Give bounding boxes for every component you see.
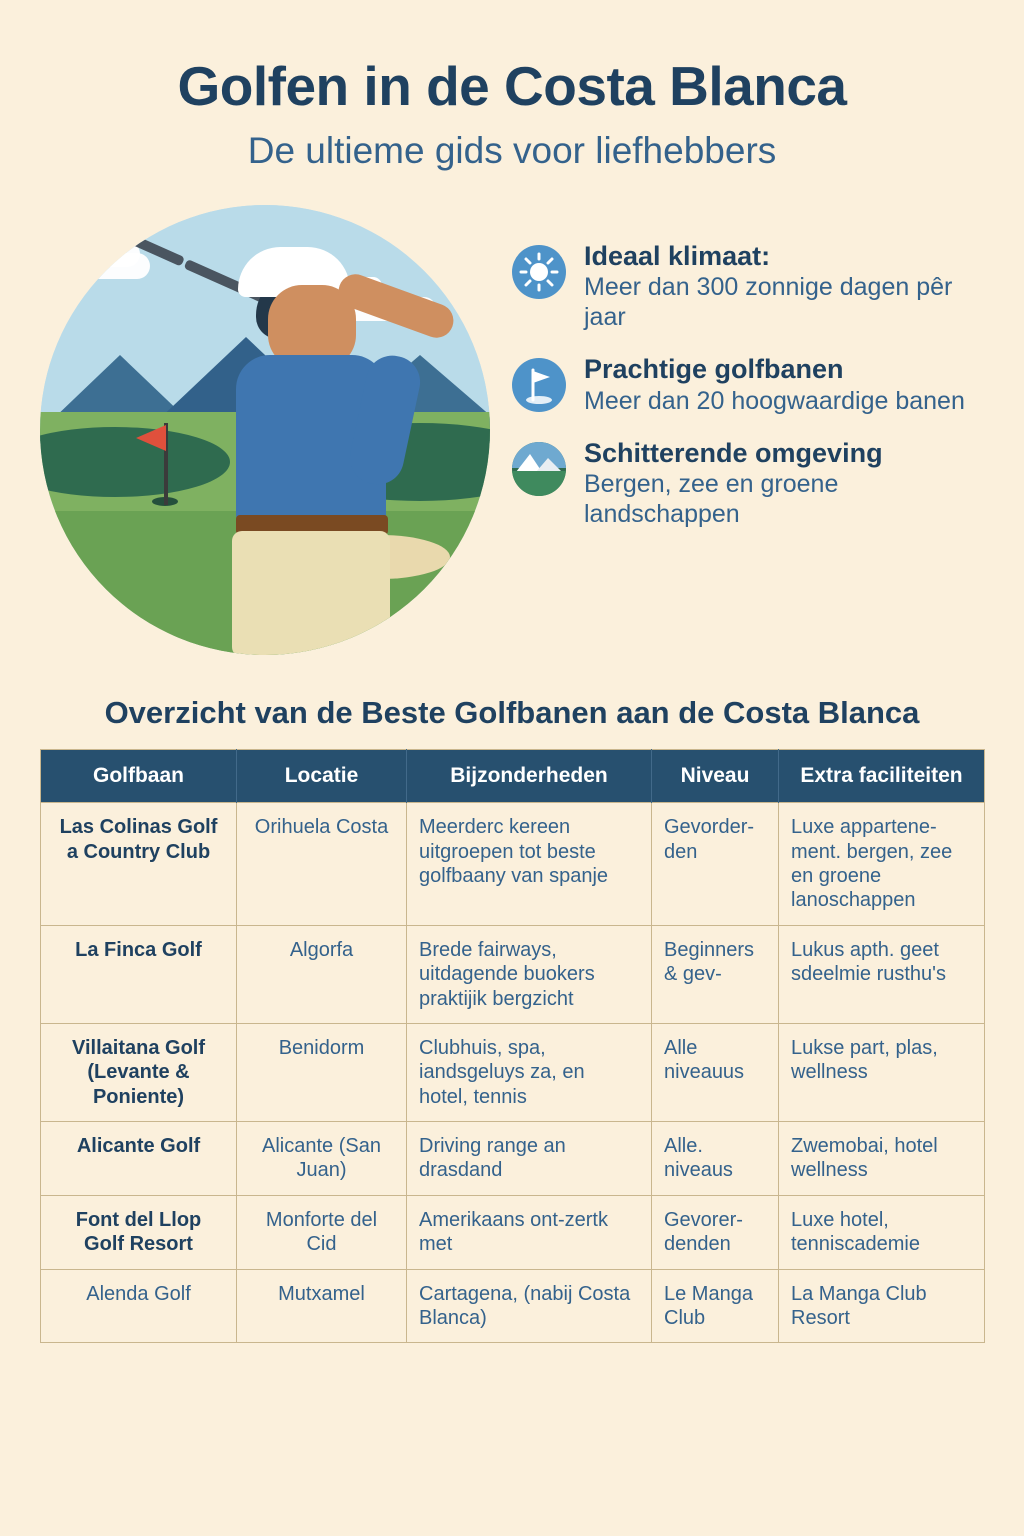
hero-section — [40, 205, 984, 655]
red-flag — [136, 425, 166, 451]
table-row — [41, 1195, 985, 1269]
cell-level: Gevorer-denden — [652, 1195, 779, 1269]
feature-item-scenery — [512, 438, 984, 529]
cell-location: Benidorm — [237, 1023, 407, 1121]
golfer-pants — [232, 531, 390, 655]
cell-level: Beginners & gev- — [652, 925, 779, 1023]
sun-icon — [512, 245, 566, 299]
cell-level: Alle. niveaus — [652, 1122, 779, 1196]
cell-details: Amerikaans ont-zertk met — [407, 1195, 652, 1269]
table-body — [41, 803, 985, 1343]
column-header-golfbaan: Golfbaan — [41, 750, 237, 803]
page-subtitle: De ultieme gids voor liefhebbers — [247, 129, 777, 171]
cell-location: Mutxamel — [237, 1269, 407, 1343]
cell-course-name: Alenda Golf — [41, 1269, 237, 1343]
cell-location: Monforte del Cid — [237, 1195, 407, 1269]
column-header-extra: Extra faciliteiten — [779, 750, 985, 803]
golfer-illustration — [40, 205, 490, 655]
cell-details: Driving range an drasdand — [407, 1122, 652, 1196]
feature-description: Meer dan 300 zonnige dagen pêr jaar — [584, 273, 953, 331]
feature-title: Ideaal klimaat: — [584, 241, 771, 272]
feature-item-climate — [512, 241, 984, 332]
golf-courses-table — [40, 749, 985, 1343]
table-header-row — [41, 750, 985, 803]
cell-details: Cartagena, (nabij Costa Blanca) — [407, 1269, 652, 1343]
cell-course-name: Las Colinas Golf a Country Club — [41, 803, 237, 926]
illustration-circle — [40, 205, 490, 655]
feature-text — [584, 354, 984, 416]
page-title: Golfen in de Costa Blanca — [177, 55, 847, 117]
cell-course-name: Alicante Golf — [41, 1122, 237, 1196]
cell-extras: Luxe appartene-ment. bergen, zee en groene lanoschappen — [779, 803, 985, 926]
feature-text — [584, 241, 984, 332]
table-row — [41, 1122, 985, 1196]
column-header-niveau: Niveau — [652, 750, 779, 803]
cell-extras: La Manga Club Resort — [779, 1269, 985, 1343]
feature-title: Prachtige golfbanen — [584, 354, 844, 385]
feature-description: Bergen, zee en groene landschappen — [584, 470, 839, 528]
cell-level: Gevorder-den — [652, 803, 779, 926]
cell-extras: Lukse part, plas, wellness — [779, 1023, 985, 1121]
cell-extras: Zwemobai, hotel wellness — [779, 1122, 985, 1196]
cell-extras: Lukus apth. geet sdeelmie rusthu's — [779, 925, 985, 1023]
table-row — [41, 925, 985, 1023]
cell-level: Le Manga Club — [652, 1269, 779, 1343]
feature-text — [584, 438, 984, 529]
cell-level: Alle niveauus — [652, 1023, 779, 1121]
header — [40, 0, 984, 171]
column-header-locatie: Locatie — [237, 750, 407, 803]
feature-title: Schitterende omgeving — [584, 438, 883, 469]
cell-extras: Luxe hotel, tenniscademie — [779, 1195, 985, 1269]
cell-details: Brede fairways, uitdagende buokers praktijik bergzicht — [407, 925, 652, 1023]
table-row — [41, 803, 985, 926]
cell-location: Algorfa — [237, 925, 407, 1023]
golf-club-head — [58, 227, 98, 253]
cell-course-name: Font del Llop Golf Resort — [41, 1195, 237, 1269]
table-head — [41, 750, 985, 803]
table-row — [41, 1269, 985, 1343]
cell-course-name: Villaitana Golf (Levante & Poniente) — [41, 1023, 237, 1121]
feature-description: Meer dan 20 hoogwaardige banen — [584, 386, 965, 415]
cell-course-name: La Finca Golf — [41, 925, 237, 1023]
column-header-bijzonderheden: Bijzonderheden — [407, 750, 652, 803]
cell-details: Meerderc kereen uitgroepen tot beste golfbaany van spanje — [407, 803, 652, 926]
cell-details: Clubhuis, spa, iandsgeluys za, en hotel, tennis — [407, 1023, 652, 1121]
table-row — [41, 1023, 985, 1121]
cell-location: Orihuela Costa — [237, 803, 407, 926]
mountain-icon — [512, 442, 566, 496]
cell-location: Alicante (San Juan) — [237, 1122, 407, 1196]
golf-flag-icon — [512, 358, 566, 412]
feature-item-courses — [512, 354, 984, 416]
table-heading: Overzicht van de Beste Golfbanen aan de Costa Blanca — [104, 695, 920, 731]
feature-list — [490, 205, 984, 551]
